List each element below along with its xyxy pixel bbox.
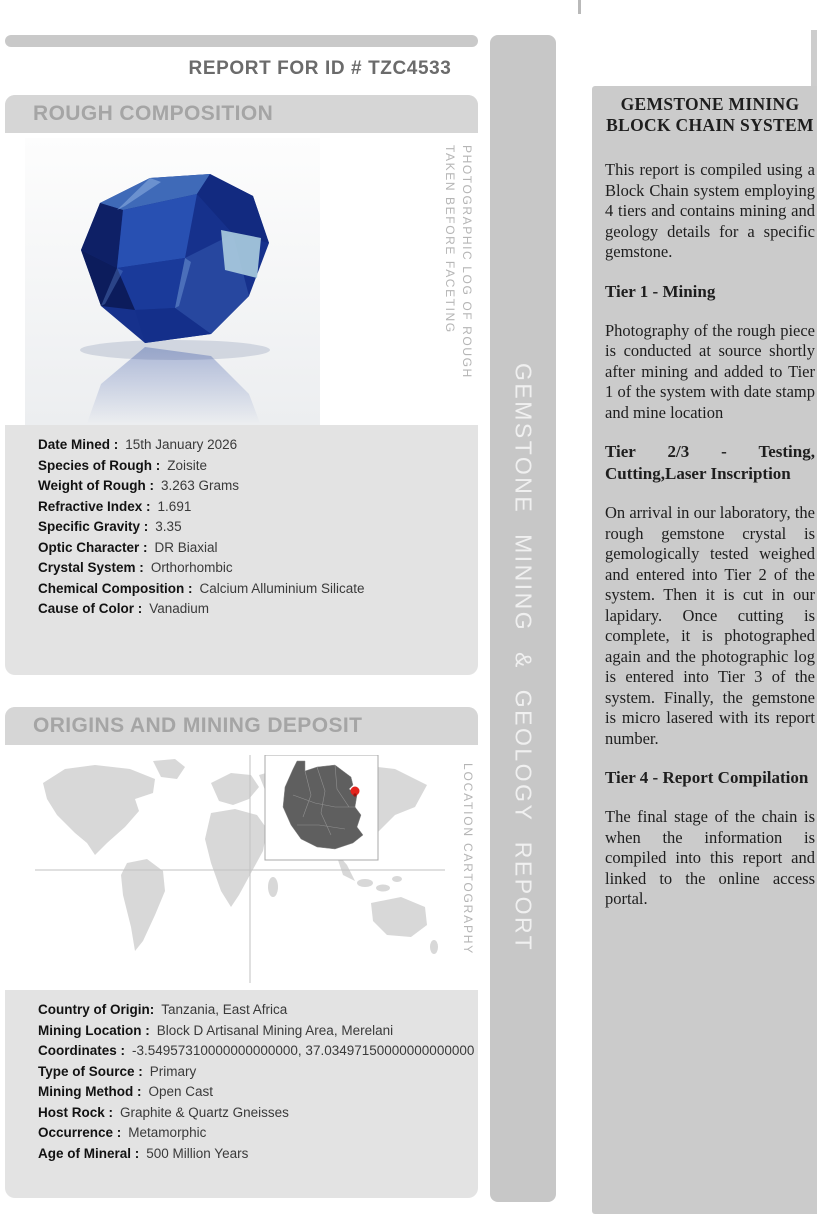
field-date-mined: Date Mined : 15th January 2026 — [38, 437, 238, 452]
field-species: Species of Rough : Zoisite — [38, 457, 208, 473]
map-band — [5, 745, 478, 990]
origins-section — [5, 707, 478, 1198]
vertical-banner-text: GEMSTONE MINING & GEOLOGY REPORT — [510, 363, 537, 953]
field-coordinates: Coordinates : -3.54957310000000000000, 37.03497150000000000000 — [38, 1043, 475, 1058]
field-cause-of-color: Cause of Color : Vanadium — [38, 601, 210, 616]
field-optic-character: Optic Character : DR Biaxial — [38, 539, 218, 555]
rough-composition-section — [5, 95, 478, 675]
sidebar-heading: GEMSTONE MINING BLOCK CHAIN SYSTEM — [606, 94, 814, 135]
sidebar-intro: This report is compiled using a Block Chain system employing 4 tiers and contains mining and geology details for a specific gemstone. — [605, 160, 815, 261]
mine-location-marker-pin — [353, 793, 356, 796]
field-type-of-source: Type of Source : Primary — [38, 1063, 197, 1079]
field-host-rock: Host Rock : Graphite & Quartz Gneisses — [38, 1104, 289, 1120]
map-caption: LOCATION CARTOGRAPHY — [461, 763, 475, 956]
photo-caption-line2: TAKEN BEFORE FACETING — [443, 145, 457, 334]
field-specific-gravity: Specific Gravity : 3.35 — [38, 519, 182, 534]
field-country: Country of Origin: Tanzania, East Africa — [38, 1002, 288, 1017]
rough-photo-band — [5, 133, 478, 425]
field-mining-location: Mining Location : Block D Artisanal Mining Area, Merelani — [38, 1022, 394, 1038]
page-title: REPORT FOR ID # TZC4533 — [188, 58, 452, 79]
world-map — [35, 755, 445, 983]
photo-caption-line1: PHOTOGRAPHIC LOG OF ROUGH — [460, 145, 474, 379]
field-weight: Weight of Rough : 3.263 Grams — [38, 478, 240, 493]
photo-caption — [441, 145, 475, 379]
field-age-of-mineral: Age of Mineral : 500 Million Years — [38, 1145, 249, 1161]
vertical-banner — [490, 35, 556, 1202]
field-refractive-index: Refractive Index : 1.691 — [38, 498, 192, 514]
field-crystal-system: Crystal System : Orthorhombic — [38, 560, 233, 575]
tier23-heading: Tier 2/3 - Testing, Cutting,Laser Inscription — [605, 442, 815, 483]
rough-composition-heading: ROUGH COMPOSITION — [5, 95, 478, 133]
top-divider-bar — [5, 35, 478, 47]
gemstone-photo-svg — [25, 138, 320, 425]
tier4-body: The final stage of the chain is when the information is compiled into this report and linked to the online access portal. — [605, 807, 815, 908]
origins-fields — [5, 990, 478, 1161]
top-center-tick — [578, 0, 581, 14]
world-map-svg — [35, 755, 445, 983]
field-chemical-composition: Chemical Composition : Calcium Alluminium Silicate — [38, 580, 365, 596]
blockchain-sidebar — [592, 86, 817, 1214]
field-mining-method: Mining Method : Open Cast — [38, 1084, 214, 1099]
rough-fields — [5, 425, 478, 616]
field-occurrence: Occurrence : Metamorphic — [38, 1125, 207, 1140]
tier23-body: On arrival in our laboratory, the rough gemstone crystal is gemologically tested weighed and entered into Tier 2 of the system. Then it is cut in our lapidary. Once cutting is complete, it is photographed again and the photographic log is entered into Tier 3 of the system. Finally, the gemstone is micro lasered with its report number. — [605, 503, 815, 748]
origins-heading: ORIGINS AND MINING DEPOSIT — [5, 707, 478, 745]
tier1-heading: Tier 1 - Mining — [605, 281, 716, 301]
gemstone-photo — [25, 138, 320, 425]
tanzania-inset — [265, 755, 378, 860]
tier1-body: Photography of the rough piece is conducted at source shortly after mining and added to Tier 1 of the system with date stamp and mine location — [605, 320, 815, 422]
tier4-heading: Tier 4 - Report Compilation — [605, 768, 809, 787]
